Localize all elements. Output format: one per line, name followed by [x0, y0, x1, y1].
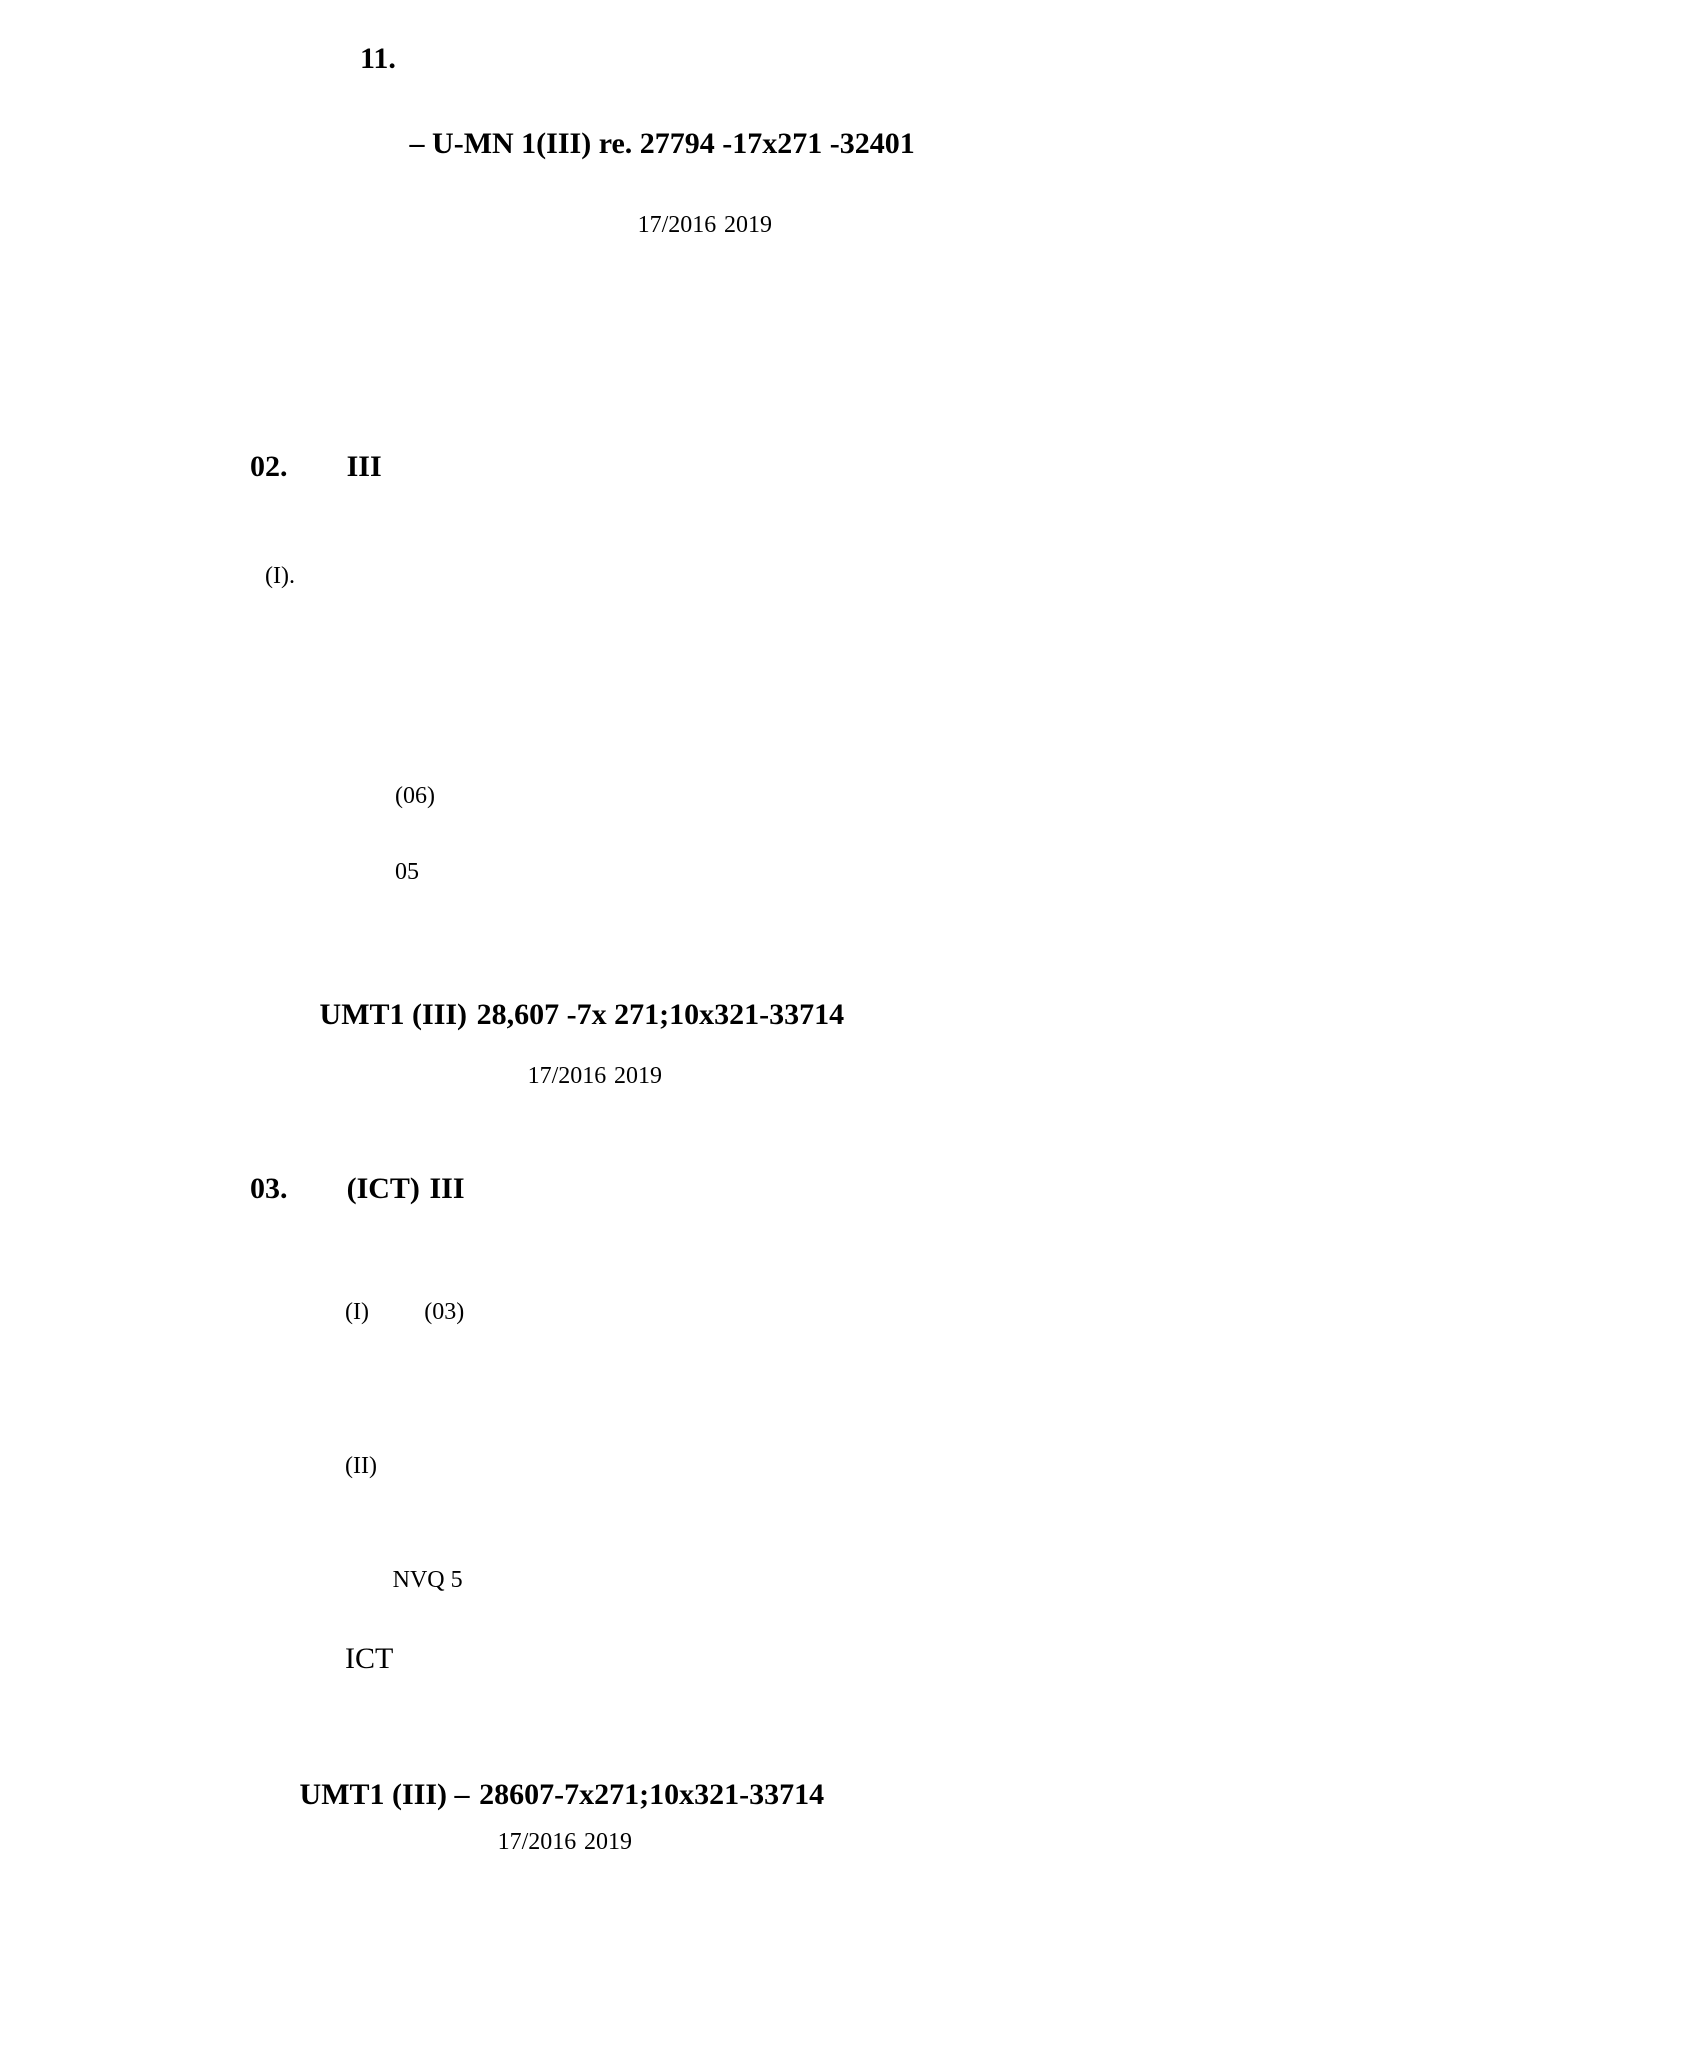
section-2-or: [930, 668, 970, 706]
salary-label: [360, 133, 400, 157]
salary-label: [250, 1784, 290, 1808]
item-number: 11.: [360, 42, 396, 75]
item-text: [427, 861, 467, 885]
section-2-q2-l1: [355, 738, 443, 776]
section-3-p2-l3: [345, 1522, 385, 1560]
note-text: [590, 294, 630, 318]
salary-suffix: [834, 1784, 874, 1808]
section-2-q2-l3: [395, 814, 435, 852]
item-text: [345, 1377, 385, 1401]
and-word: [815, 1417, 855, 1441]
grade: III: [346, 450, 382, 483]
section-title: [297, 456, 337, 480]
qualifications-label: [265, 527, 305, 551]
selection-text: [405, 371, 445, 395]
section-3-p2-l2: [345, 1484, 385, 1522]
item-text: [385, 1455, 425, 1479]
salary-suffix: [854, 1004, 894, 1028]
selection-1: [340, 362, 445, 400]
section-2-q1-l3: [415, 632, 455, 670]
salary-scale-1: [360, 125, 964, 163]
section-2-note-l1: [480, 1056, 662, 1095]
section-2-q1-l1: [265, 556, 468, 595]
circular-number: 17/2016: [527, 1063, 607, 1089]
section-3-p3-l2: [345, 1682, 385, 1720]
section-3-note-l3: [450, 1898, 490, 1936]
section-2-qualifications-label: [265, 518, 305, 556]
salary-code: UMT1 (III): [319, 998, 468, 1031]
salary-scale: 28,607 -7x 271;10x321-33714: [476, 998, 845, 1031]
selection-label: [265, 1991, 305, 2015]
section-3-selection: [265, 1982, 353, 2020]
item-text: [395, 823, 435, 847]
item-text: [403, 747, 443, 771]
selection-text: [318, 931, 358, 955]
count-number: (03): [424, 1299, 465, 1325]
section-2-heading: [250, 448, 431, 486]
year-number: 2019: [613, 1063, 662, 1089]
item-text: [377, 1301, 417, 1325]
salary-code: UMT1 (III) –: [299, 1778, 470, 1811]
item-text: [345, 1569, 385, 1593]
section-2-q2-l2: [395, 776, 483, 815]
section-3-heading: [250, 1170, 514, 1208]
or-word: [930, 677, 970, 701]
item-text: [415, 641, 455, 665]
item-text: [345, 1339, 385, 1363]
section-title-suffix: [391, 456, 431, 480]
note-text: [450, 1907, 490, 1931]
section-2-note-l2: [395, 1094, 435, 1132]
item-text: [405, 48, 445, 72]
section-number: 03.: [250, 1172, 288, 1205]
sub-item-marker: [355, 747, 395, 771]
section-3-p3-l1: [345, 1640, 443, 1678]
item-text: [443, 785, 483, 809]
note-text: [590, 214, 630, 238]
item-number: (I): [345, 1299, 369, 1325]
item-number: (I).: [265, 563, 295, 589]
section-2-q1-l2: [415, 594, 455, 632]
selection-label: [340, 371, 380, 395]
salary-note-1-l3: [590, 285, 630, 323]
item-11: [360, 40, 445, 78]
section-3-p1-l3: [345, 1368, 385, 1406]
item-text: [345, 1607, 385, 1631]
circular-number: 17/2016: [497, 1829, 577, 1855]
grade: III: [429, 1172, 465, 1205]
salary-label: [270, 1004, 310, 1028]
salary-note-1-l2: [590, 245, 630, 283]
note-text: [590, 254, 630, 278]
item-text: [415, 603, 455, 627]
section-title: [297, 1178, 337, 1202]
section-3-p2-l4: [345, 1560, 463, 1599]
nvq-level: NVQ 5: [392, 1567, 463, 1593]
note-text: [480, 1065, 520, 1089]
section-3-salary: [250, 1776, 874, 1814]
section-3-p2-l5: [345, 1598, 385, 1636]
section-3-p1-l2: [345, 1330, 385, 1368]
section-2-selection: [270, 922, 358, 960]
note-text: [450, 1869, 490, 1893]
section-3-note-l2: [450, 1860, 490, 1898]
salary-code: – U-MN 1(III) re. 27794 -17x271 -32401: [409, 127, 915, 160]
note-text: [450, 1831, 490, 1855]
section-2-salary: [270, 996, 894, 1034]
item-text: [345, 1493, 385, 1517]
section-3-and: [815, 1408, 855, 1446]
year-number: 2019: [723, 212, 772, 238]
selection-label: [270, 931, 310, 955]
note-text: [395, 1103, 435, 1127]
section-3-p1-l1: [345, 1292, 464, 1331]
years-number: 05: [395, 859, 419, 885]
year-number: 2019: [583, 1829, 632, 1855]
section-3-qualifications-label: [250, 1222, 290, 1260]
item-text: [403, 1648, 443, 1672]
salary-scale: 28607-7x271;10x321-33714: [479, 1778, 825, 1811]
section-number: 02.: [250, 450, 288, 483]
selection-text: [313, 1991, 353, 2015]
item-text: [345, 1691, 385, 1715]
section-3-note-l1: [450, 1822, 632, 1861]
qualifications-label: [250, 1231, 290, 1255]
salary-note-1-l1: [590, 205, 772, 244]
ict-label: (ICT): [346, 1172, 420, 1205]
item-text: [428, 565, 468, 589]
item-text: [345, 1531, 385, 1555]
sub-item-marker: [380, 565, 420, 589]
item-number: (II): [345, 1453, 377, 1479]
section-2-q2-l4: [395, 852, 467, 891]
ict-label: ICT: [345, 1642, 394, 1675]
circular-number: 17/2016: [637, 212, 717, 238]
salary-suffix: [924, 133, 964, 157]
section-title-suffix: [474, 1178, 514, 1202]
count-number: (06): [395, 783, 435, 809]
section-3-p2-l1: [345, 1446, 425, 1485]
